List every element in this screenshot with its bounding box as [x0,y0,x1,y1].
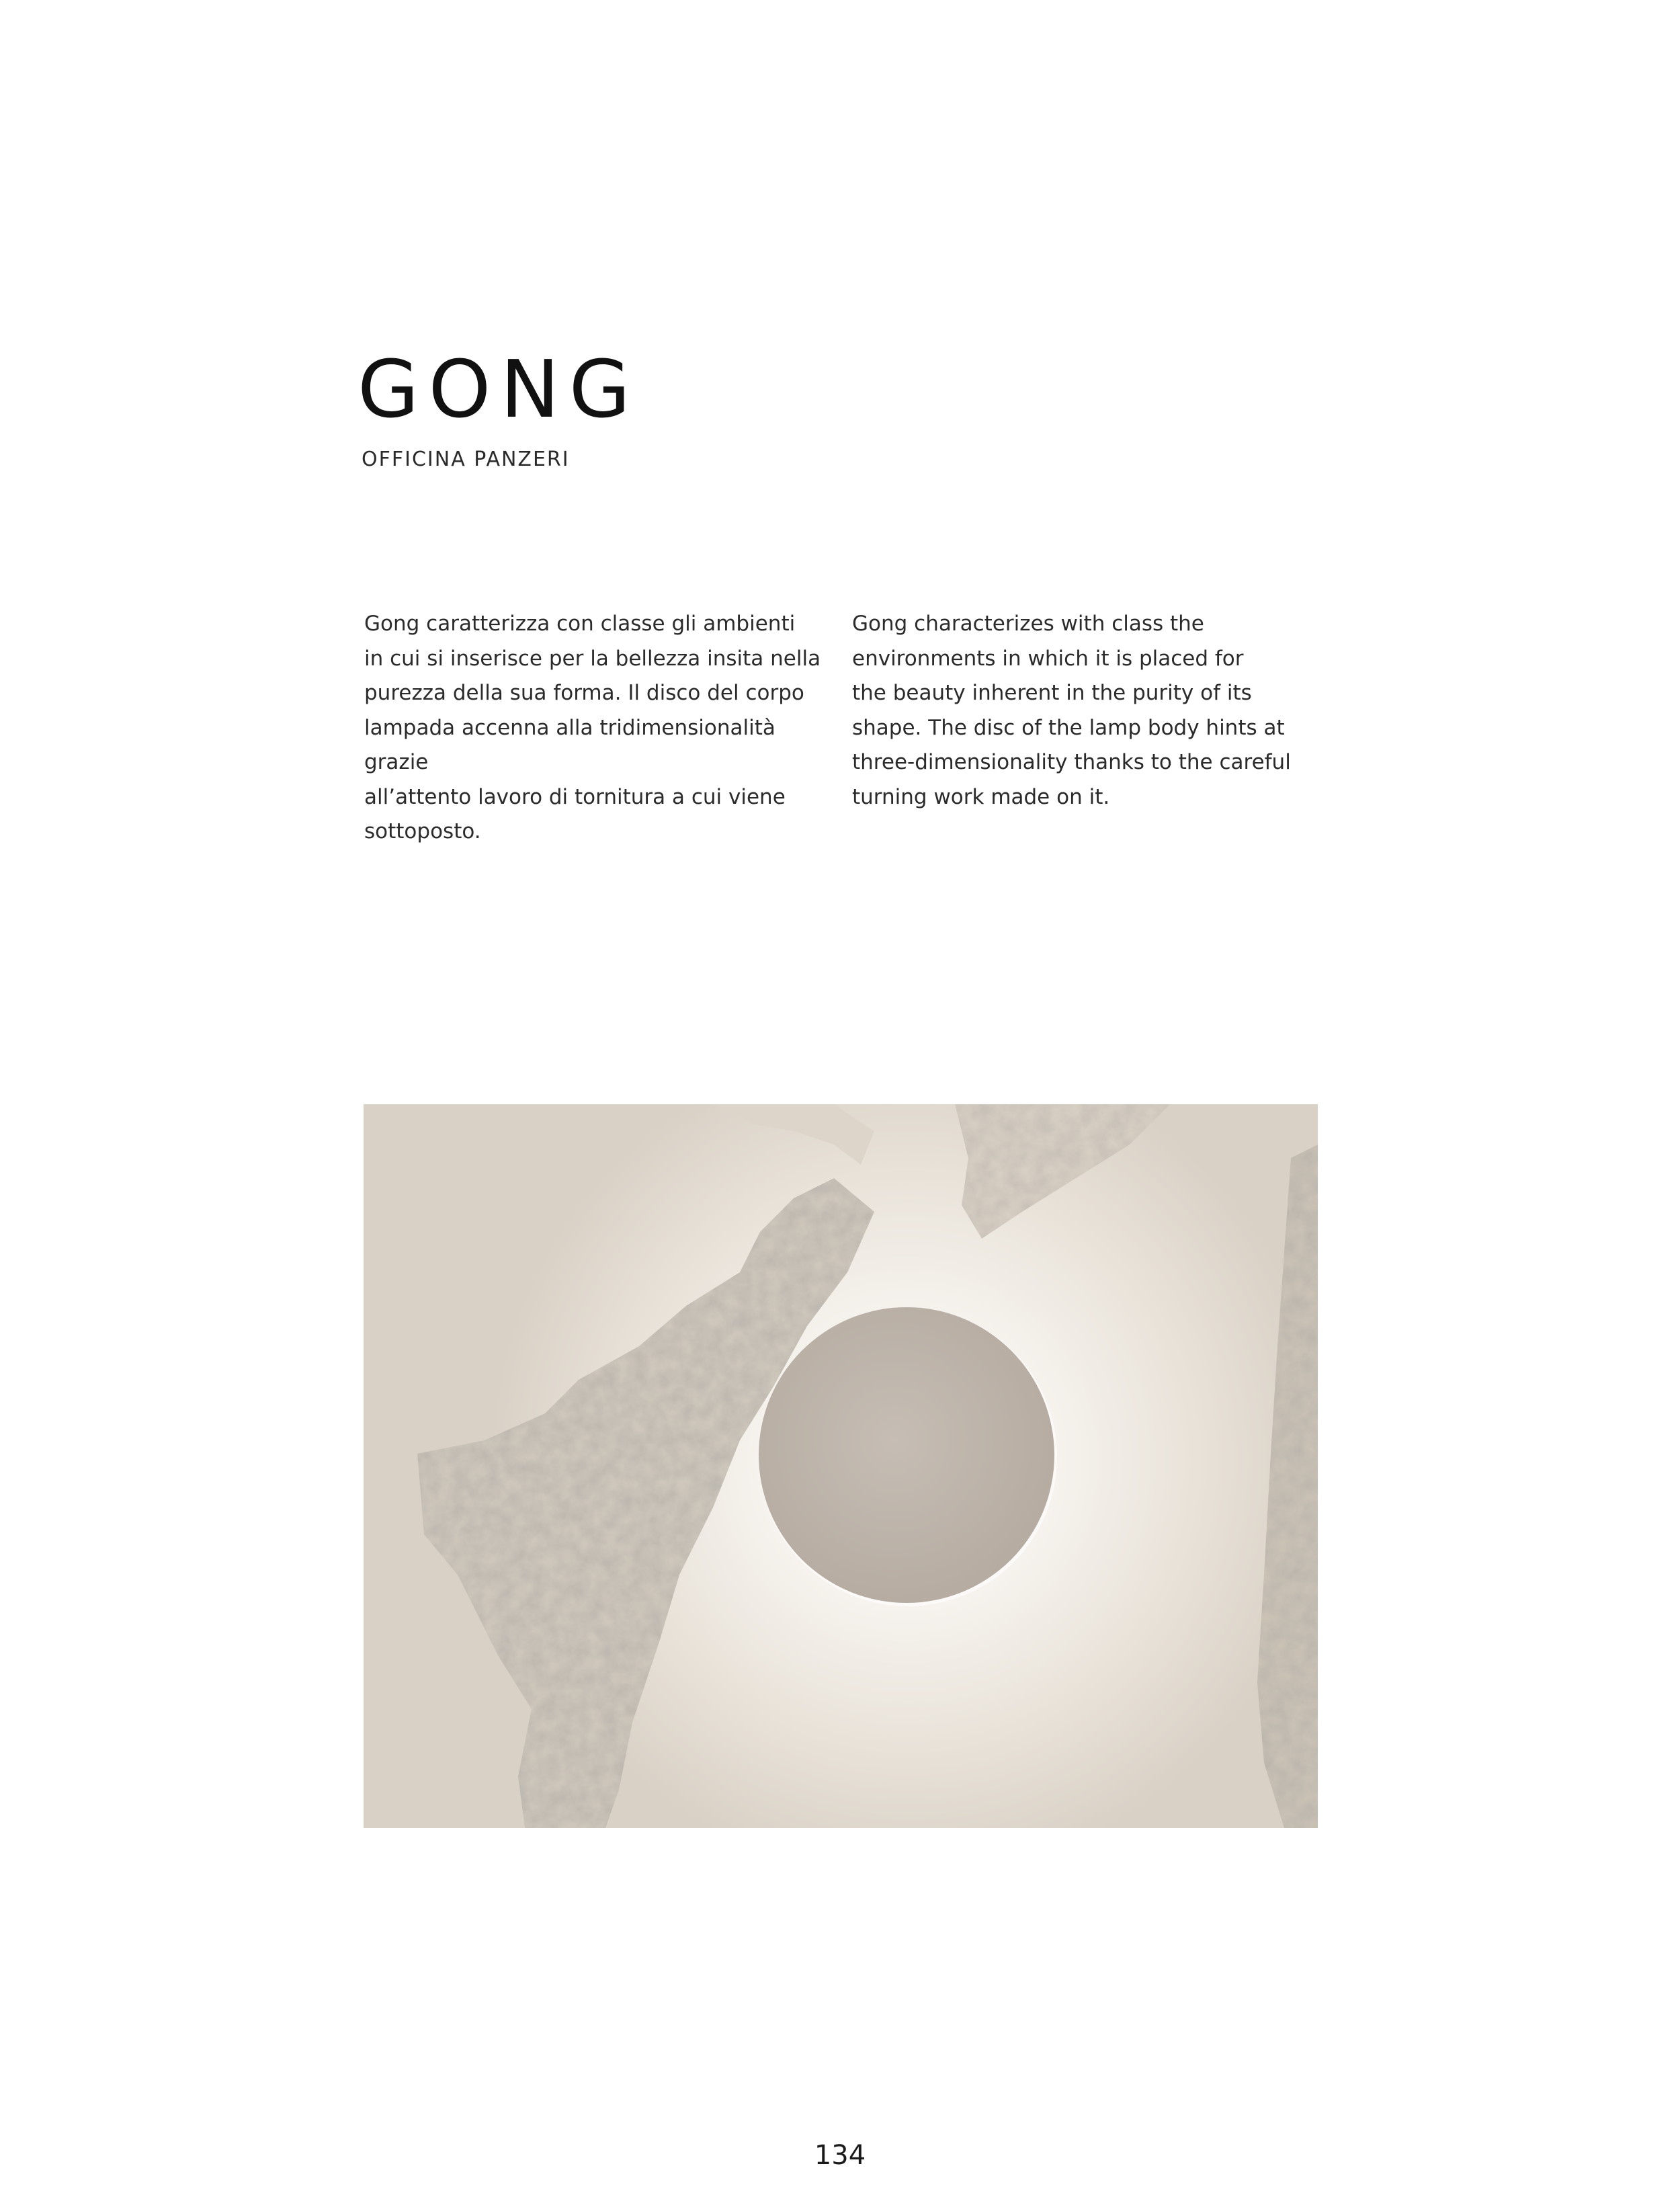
product-photo [364,1104,1318,1828]
lamp-disc [759,1307,1054,1603]
product-title: GONG [358,343,640,436]
page-number: 134 [814,2140,866,2171]
description-italian: Gong caratterizza con classe gli ambienti in cui si inserisce per la bellezza insita nella purezza della sua forma. Il disco del corpo lampada accenna alla tridimensionalità grazie all’attento lavoro di tornitura a cui viene sottoposto. [364,612,821,843]
description-english: Gong characterizes with class the environments in which it is placed for the beauty inherent in the purity of its shape. The disc of the lamp body hints at three-dimensionality thanks to the careful turning work made on it. [852,612,1291,809]
ceiling-lamp-image [364,1104,1318,1828]
product-designer: OFFICINA PANZERI [362,448,570,471]
